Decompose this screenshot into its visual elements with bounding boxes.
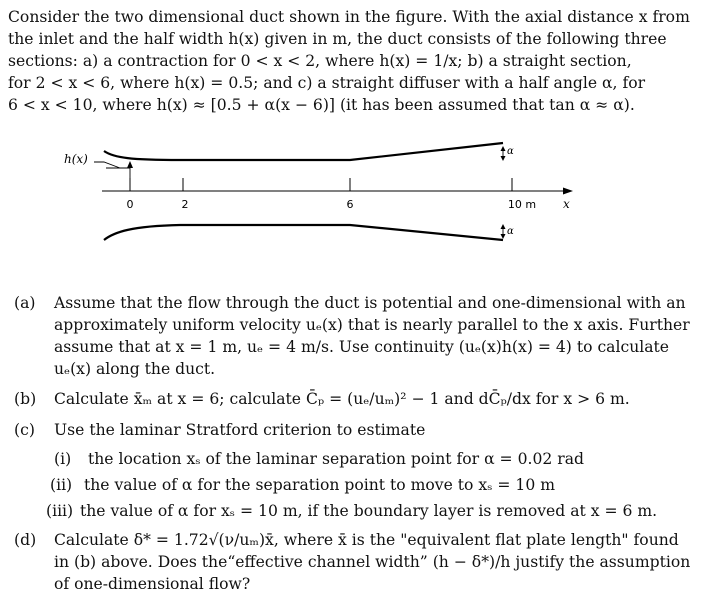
question-line: of one-dimensional flow?: [54, 575, 251, 593]
alpha-bottom-arrowhead-up: [501, 224, 506, 229]
lower-duct-wall: [104, 225, 503, 240]
sub-number: (ii): [50, 476, 73, 494]
question-letter: (d): [14, 531, 37, 549]
upper-duct-wall: [104, 143, 503, 160]
alpha-top-arrowhead-down: [501, 156, 506, 161]
question-line: Assume that the flow through the duct is potential and one-dimensional with an: [54, 294, 686, 312]
alpha-bottom-label: α: [507, 226, 514, 237]
intro-line: for 2 < x < 6, where h(x) = 0.5; and c) a straight diffuser with a half angle α, for: [8, 74, 646, 92]
duct-figure: [0, 135, 725, 255]
alpha-top-arrowhead-up: [501, 146, 506, 151]
question-line: uₑ(x) along the duct.: [54, 360, 216, 378]
question-c: [14, 419, 714, 441]
x-axis-arrowhead: [563, 188, 573, 195]
h-label: h(x): [64, 152, 88, 166]
question-letter: (a): [14, 294, 36, 312]
question-line: Use the laminar Stratford criterion to estimate: [54, 421, 426, 439]
intro-line: the inlet and the half width h(x) given in m, the duct consists of the following three: [8, 30, 667, 48]
tick-label-10: 10 m: [507, 198, 537, 211]
intro-line: sections: a) a contraction for 0 < x < 2, where h(x) = 1/x; b) a straight section,: [8, 52, 632, 70]
question-body: [54, 388, 630, 410]
question-a: [14, 292, 714, 380]
alpha-bottom-arrowhead-down: [501, 234, 506, 239]
question-line: Calculate δ* = 1.72√(ν/uₘ)x̄, where x̄ is the "equivalent flat plate length" found: [54, 531, 679, 549]
question-body: [54, 419, 425, 441]
sub-number: (i): [54, 450, 72, 468]
h-leader-line: [94, 162, 120, 168]
question-letter: (c): [14, 421, 35, 439]
question-line: Calculate x̄ₘ at x = 6; calculate C̄ₚ = (uₑ/uₘ)² − 1 and dC̄ₚ/dx for x > 6 m.: [54, 390, 630, 408]
tick-label-2: 2: [181, 198, 189, 211]
question-line: in (b) above. Does the“effective channel width” (h − δ*)/h justify the assumption: [54, 553, 691, 571]
alpha-top-label: α: [507, 146, 514, 157]
question-b: [14, 388, 714, 410]
question-body: [54, 292, 690, 380]
question-c-sub-ii: [50, 474, 555, 496]
h-arrowhead: [127, 161, 133, 168]
tick-label-6: 6: [346, 198, 354, 211]
question-line: approximately uniform velocity uₑ(x) that is nearly parallel to the x axis. Further: [54, 316, 690, 334]
question-body: [54, 529, 690, 595]
sub-text: the value of α for the separation point to move to xₛ = 10 m: [84, 476, 556, 494]
question-letter: (b): [14, 390, 37, 408]
intro-line: Consider the two dimensional duct shown in the figure. With the axial distance x from: [8, 8, 690, 26]
x-axis-label: x: [563, 197, 570, 211]
sub-number: (iii): [46, 502, 74, 520]
question-c-sub-iii: [46, 500, 657, 522]
tick-label-0: 0: [126, 198, 134, 211]
sub-text: the location xₛ of the laminar separation point for α = 0.02 rad: [88, 450, 584, 468]
question-line: assume that at x = 1 m, uₑ = 4 m/s. Use continuity (uₑ(x)h(x) = 4) to calculate: [54, 338, 670, 356]
question-d: [14, 529, 714, 599]
intro-paragraph: [8, 6, 720, 116]
sub-text: the value of α for xₛ = 10 m, if the boundary layer is removed at x = 6 m.: [80, 502, 658, 520]
question-c-sub-i: [54, 448, 584, 470]
intro-line: 6 < x < 10, where h(x) ≈ [0.5 + α(x − 6)] (it has been assumed that tan α ≈ α).: [8, 96, 635, 114]
